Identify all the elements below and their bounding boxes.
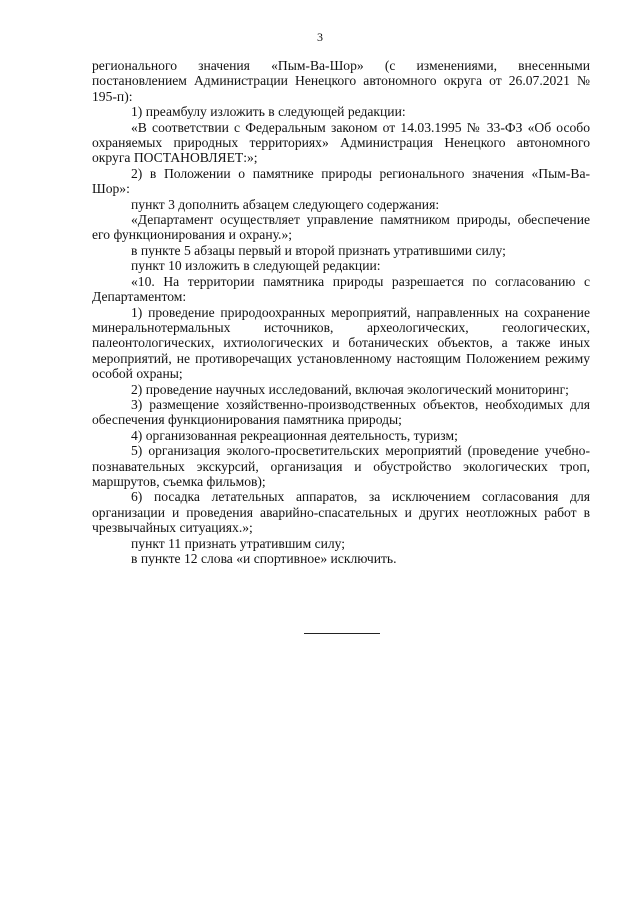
- list-item-6: 6) посадка летательных аппаратов, за исключением согласования для организации и проведения аварийно-спасательных и других неотложных работ в чрезвычайных ситуациях.»;: [92, 489, 590, 536]
- paragraph-point-11: пункт 11 признать утратившим силу;: [131, 535, 346, 551]
- list-item-1: 1) проведение природоохранных мероприятий, направленных на сохранение минеральнотермальных источников, археологических, геологических, палеонтологических, ихтиологических и ботанических объектов, а также иных мероприятий, не противоречащих установленному настоящим Положением режиму особой охраны;: [92, 304, 590, 382]
- list-item-5: 5) организация эколого-просветительских мероприятий (проведение учебно-познавательных экскурсий, организация и обустройство экологических троп, маршрутов, съемка фильмов);: [92, 443, 590, 489]
- list-item-3: 3) размещение хозяйственно-производственных объектов, необходимых для обеспечения функционирования памятника природы;: [92, 396, 590, 428]
- paragraph-continuation: регионального значения «Пым-Ва-Шор» (с изменениями, внесенными постановлением Администрации Ненецкого автономного округа от 26.07.2021 № 195-п):: [92, 58, 590, 104]
- paragraph-point-3-text: «Департамент осуществляет управление памятником природы, обеспечение его функционирования и охрану.»;: [92, 212, 590, 243]
- page-number: 3: [317, 30, 323, 44]
- paragraph-point-10-text: «10. На территории памятника природы разрешается по согласованию с Департаментом:: [92, 273, 590, 305]
- paragraph-point-12: в пункте 12 слова «и спортивное» исключить.: [131, 551, 397, 566]
- paragraph-preamble-text: «В соответствии с Федеральным законом от 14.03.1995 № 33-ФЗ «Об особо охраняемых природных территориях» Администрация Ненецкого автономного округа ПОСТАНОВЛЯЕТ:»;: [92, 119, 590, 166]
- document-body: [92, 58, 590, 566]
- paragraph-item-2: 2) в Положении о памятнике природы регионального значения «Пым-Ва-Шор»:: [92, 165, 590, 197]
- end-separator-line: [304, 633, 380, 634]
- list-item-2: 2) проведение научных исследований, включая экологический мониторинг;: [131, 381, 569, 397]
- paragraph-point-3: пункт 3 дополнить абзацем следующего содержания:: [131, 196, 440, 212]
- list-item-4: 4) организованная рекреационная деятельность, туризм;: [131, 427, 458, 443]
- paragraph-point-10: пункт 10 изложить в следующей редакции:: [131, 258, 381, 274]
- paragraph-item-1: 1) преамбулу изложить в следующей редакции:: [131, 104, 406, 120]
- paragraph-point-5: в пункте 5 абзацы первый и второй признать утратившими силу;: [131, 242, 506, 258]
